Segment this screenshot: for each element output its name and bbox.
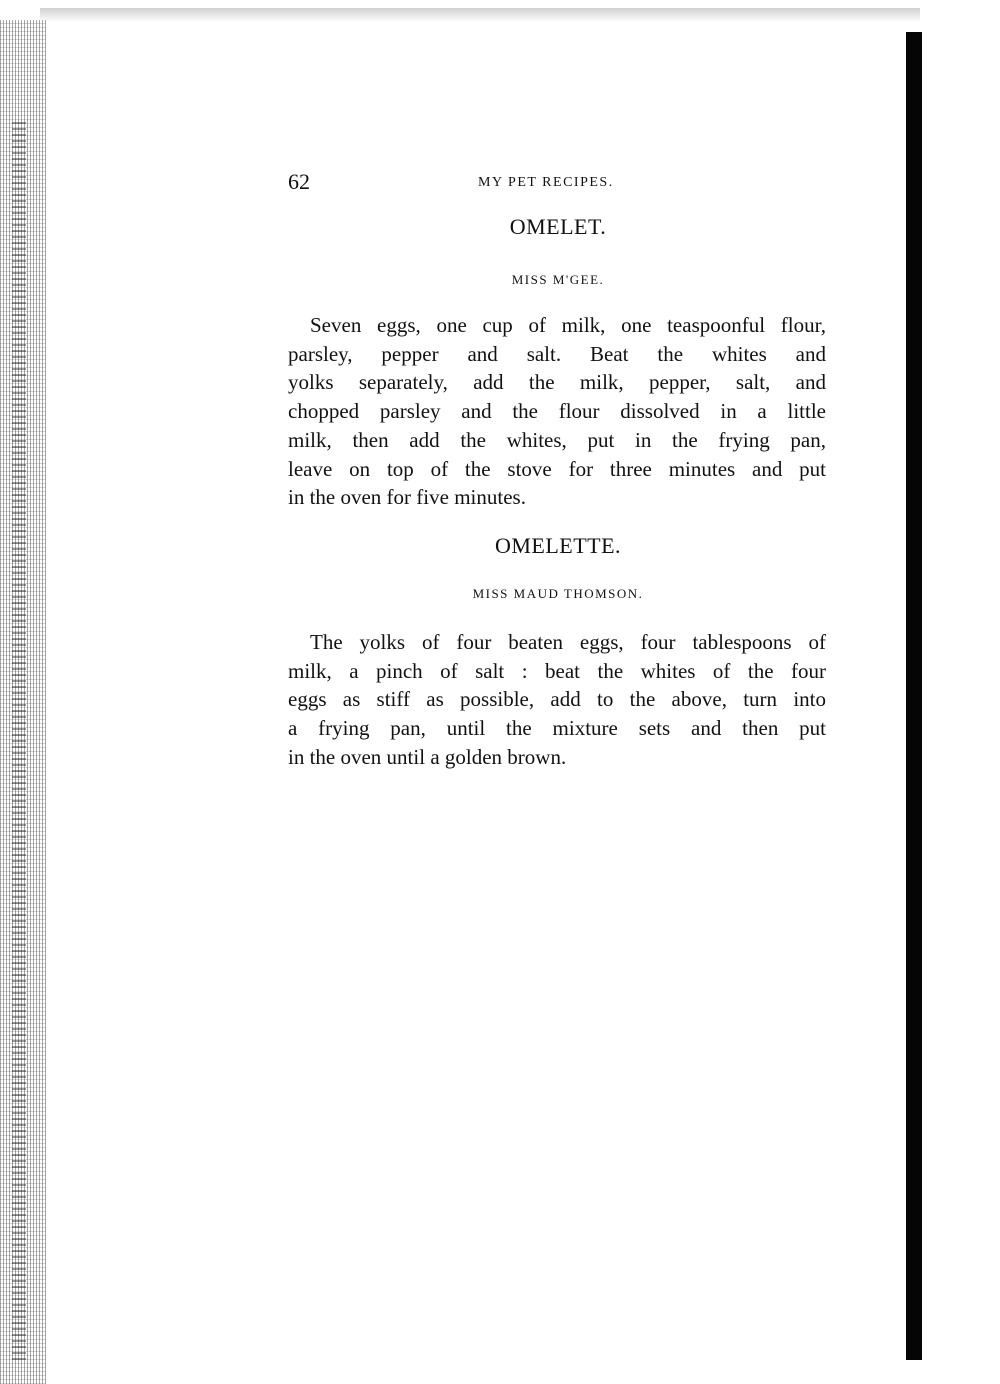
text-line: in the oven until a golden brown. — [288, 744, 567, 769]
book-title: MY PET RECIPES. — [478, 175, 614, 190]
text-line: chopped parsley and the flour dissolved in a little — [288, 399, 826, 424]
recipe-body-omelet — [288, 311, 826, 512]
recipe-author-omelet: MISS M'GEE. — [511, 272, 605, 287]
recipe-title-omelette: OMELETTE. — [494, 533, 622, 558]
page-right-edge — [906, 32, 922, 1360]
text-line: The yolks of four beaten eggs, four tablespoons of — [310, 630, 826, 654]
page-number: 62 — [288, 169, 310, 194]
recipe-title-omelet: OMELET. — [509, 214, 607, 239]
text-line: eggs as stiff as possible, add to the above, turn into — [288, 687, 826, 712]
page-top-shadow — [40, 8, 920, 22]
text-line: Seven eggs, one cup of milk, one teaspoonful flour, — [310, 313, 826, 337]
recipe-body-omelette — [288, 628, 826, 772]
text-line: a frying pan, until the mixture sets and then put — [288, 716, 826, 741]
text-line: milk, then add the whites, put in the frying pan, — [288, 427, 826, 452]
text-line: in the oven for five minutes. — [288, 485, 526, 510]
text-line: yolks separately, add the milk, pepper, salt, and — [288, 370, 826, 395]
running-head — [288, 168, 828, 196]
recipe-author-omelette: MISS MAUD THOMSON. — [472, 586, 644, 601]
text-line: leave on top of the stove for three minutes and put — [288, 456, 826, 481]
text-line: milk, a pinch of salt : beat the whites of the four — [288, 658, 826, 683]
text-line: parsley, pepper and salt. Beat the whites and — [288, 341, 826, 366]
binding-shadow — [12, 120, 26, 1360]
